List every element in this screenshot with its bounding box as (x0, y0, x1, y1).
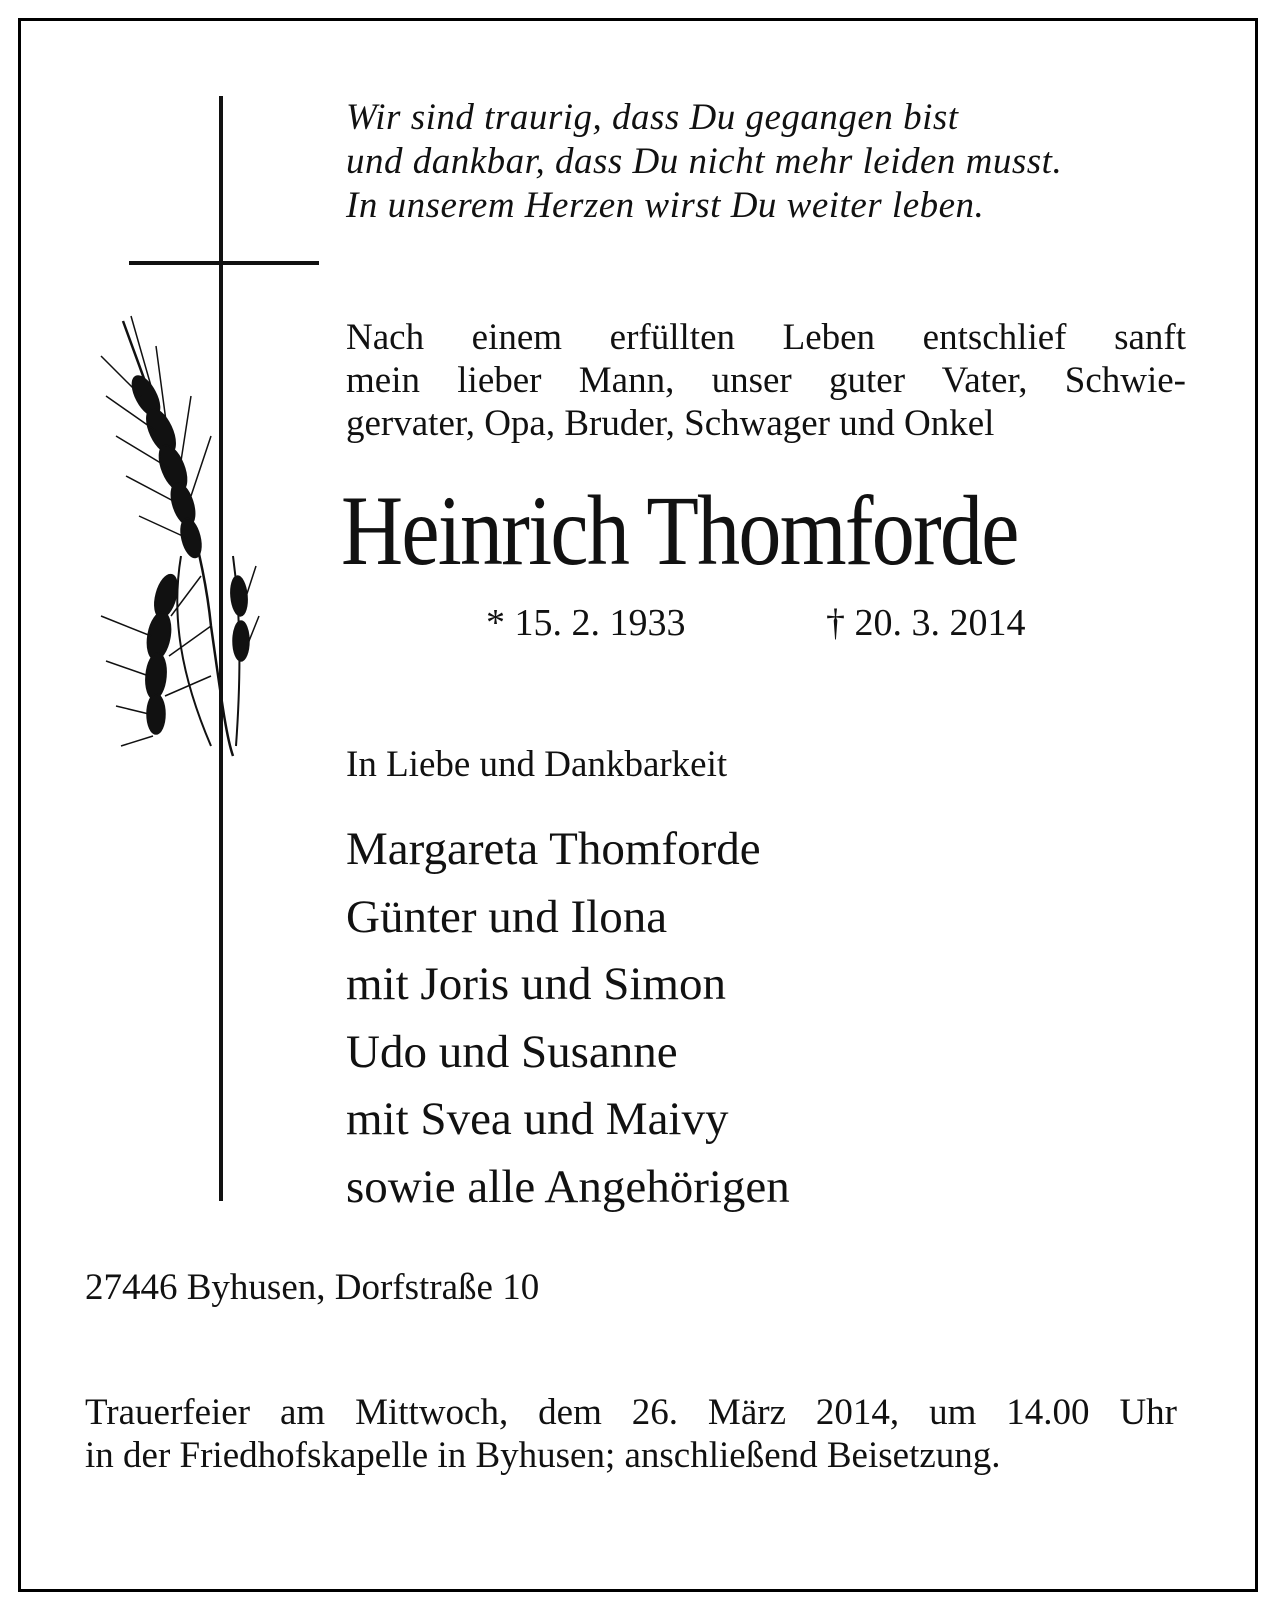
mourner-name: mit Joris und Simon (346, 958, 726, 1010)
poem-line: In unserem Herzen wirst Du weiter leben. (346, 185, 985, 226)
cross-icon (61, 96, 341, 1246)
address: 27446 Byhusen, Dorfstraße 10 (85, 1267, 540, 1308)
intro-line: mein lieber Mann, unser guter Vater, Schwie- (346, 360, 1186, 401)
birth-date: * 15. 2. 1933 (486, 602, 686, 644)
intro-line: Nach einem erfüllten Leben entschlief sanft (346, 317, 1186, 358)
wheat-icon (101, 316, 259, 756)
mourners-list (346, 816, 790, 1221)
mourner-name: Günter und Ilona (346, 890, 668, 943)
mourners-heading: In Liebe und Dankbarkeit (346, 744, 728, 785)
mourner-name: mit Svea und Maivy (346, 1093, 729, 1145)
deceased-name: Heinrich Thomforde (341, 475, 1018, 586)
mourner-name: Udo und Susanne (346, 1025, 678, 1078)
funeral-line: Trauerfeier am Mittwoch, dem 26. März 2014, um 14.00 Uhr (85, 1392, 1177, 1433)
intro-line: gervater, Opa, Bruder, Schwager und Onkel (346, 403, 995, 444)
intro-text (346, 316, 1186, 445)
obituary-frame (18, 18, 1258, 1592)
funeral-line: in der Friedhofskapelle in Byhusen; anschließend Beisetzung. (85, 1435, 1001, 1476)
mourner-name: sowie alle Angehörigen (346, 1160, 790, 1213)
mourner-name: Margareta Thomforde (346, 823, 761, 875)
poem (346, 96, 1206, 228)
death-date: † 20. 3. 2014 (826, 602, 1026, 644)
poem-line: Wir sind traurig, dass Du gegangen bist (346, 97, 959, 138)
funeral-info (85, 1391, 1177, 1477)
poem-line: und dankbar, dass Du nicht mehr leiden musst. (346, 141, 1063, 182)
